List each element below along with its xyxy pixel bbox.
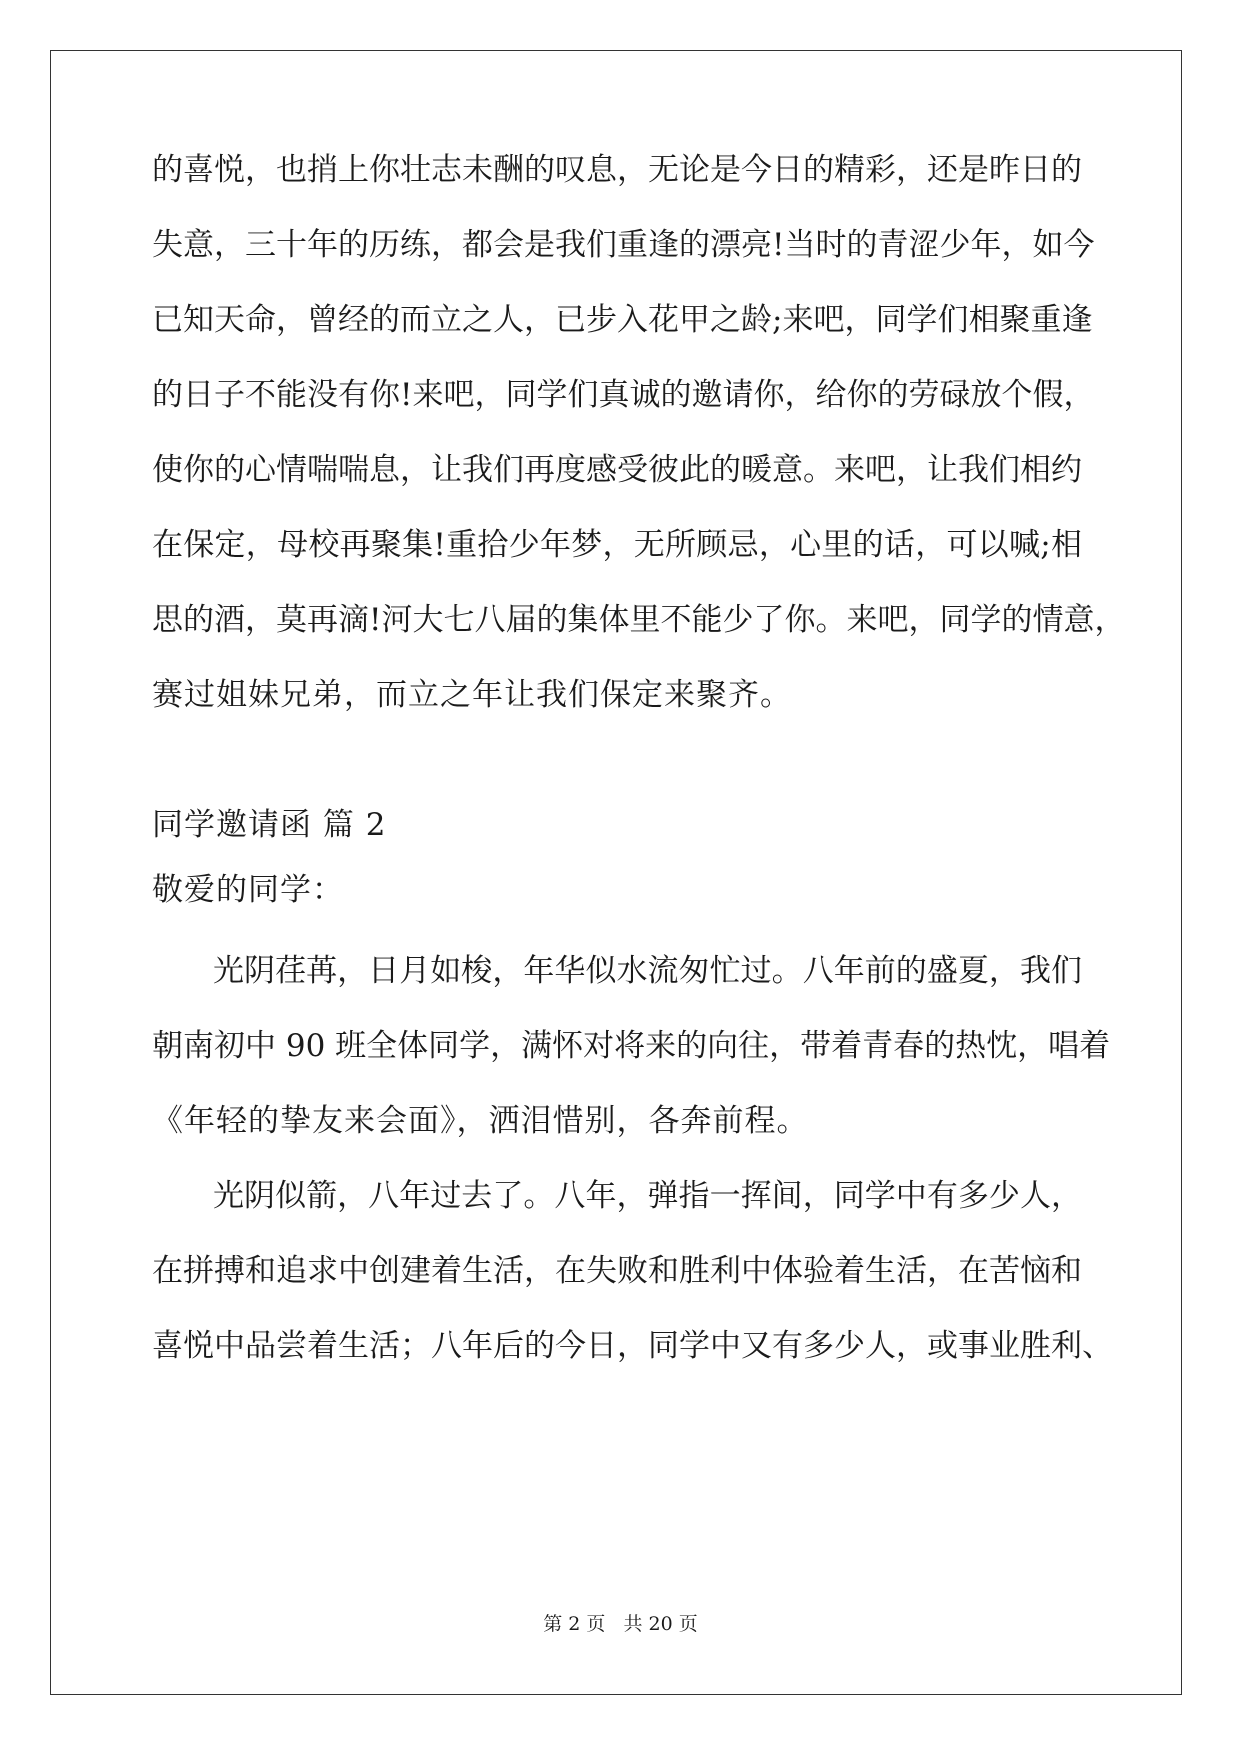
paragraph-first-line: 光阴荏苒，日月如梭，年华似水流匆忙过。八年前的盛夏，我们	[213, 953, 1082, 989]
body-line: 的日子不能没有你!来吧，同学们真诚的邀请你，给你的劳碌放个假，	[152, 377, 1095, 413]
body-line: 已知天命，曾经的而立之人，已步入花甲之龄;来吧，同学们相聚重逢	[152, 302, 1093, 338]
body-line: 朝南初中 90 班全体同学，满怀对将来的向往，带着青春的热忱，唱着	[152, 1028, 1111, 1064]
page-number: 第 2 页 共 20 页	[543, 1613, 698, 1635]
body-line: 在保定，母校再聚集!重拾少年梦，无所顾忌，心里的话，可以喊;相	[152, 527, 1082, 563]
salutation: 敬爱的同学：	[152, 872, 344, 908]
body-line-last: 《年轻的挚友来会面》，洒泪惜别，各奔前程。	[152, 1103, 809, 1139]
body-line: 的喜悦，也捎上你壮志未酬的叹息，无论是今日的精彩，还是昨日的	[152, 152, 1082, 188]
section-title: 同学邀请函 篇 2	[152, 807, 387, 843]
body-line: 思的酒，莫再滴!河大七八届的集体里不能少了你。来吧，同学的情意，	[152, 602, 1126, 638]
body-line: 失意，三十年的历练，都会是我们重逢的漂亮!当时的青涩少年，如今	[152, 227, 1095, 263]
body-line: 在拼搏和追求中创建着生活，在失败和胜利中体验着生活，在苦恼和	[152, 1253, 1082, 1289]
body-line-last: 赛过姐妹兄弟，而立之年让我们保定来聚齐。	[152, 677, 792, 713]
body-line: 使你的心情喘喘息，让我们再度感受彼此的暖意。来吧，让我们相约	[152, 452, 1082, 488]
paragraph-first-line: 光阴似箭，八年过去了。八年，弹指一挥间，同学中有多少人，	[213, 1178, 1082, 1214]
body-line: 喜悦中品尝着生活；八年后的今日，同学中又有多少人，或事业胜利、	[152, 1328, 1113, 1364]
